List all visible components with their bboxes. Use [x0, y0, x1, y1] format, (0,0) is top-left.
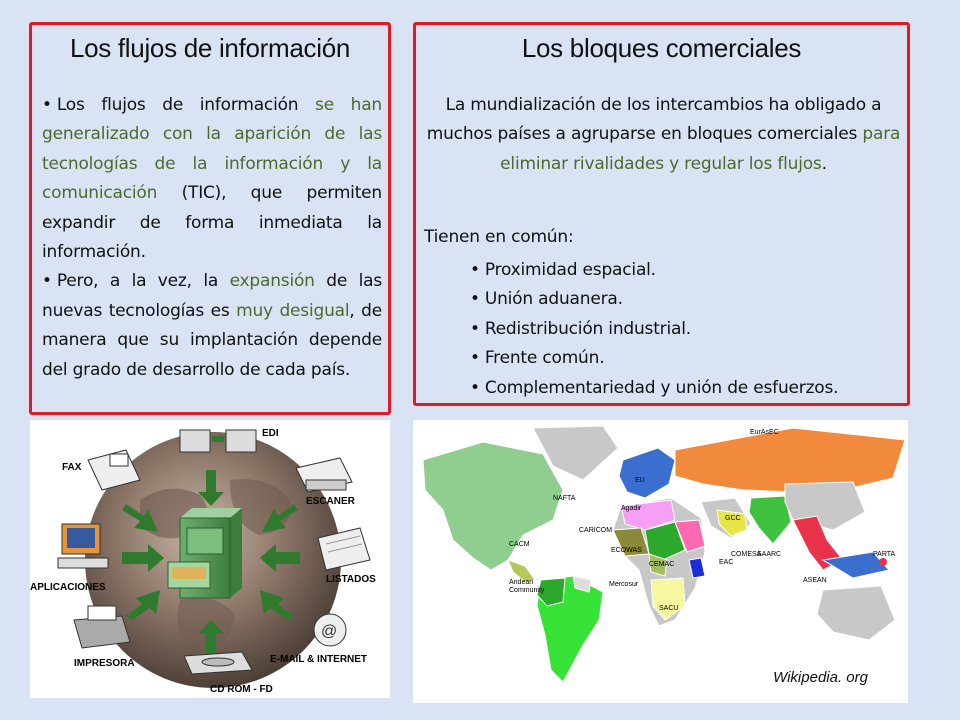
gcc-label: GCC [725, 515, 741, 522]
asean-label: ASEAN [803, 577, 827, 584]
trade-blocs-intro [426, 91, 901, 179]
eac-label: EAC [719, 559, 734, 566]
fax-label: FAX [62, 462, 82, 473]
andean-label: Andean Community [509, 579, 545, 594]
aplicaciones-label: APLICACIONES [30, 582, 106, 593]
eurasec-label: EurAsEC [750, 429, 779, 436]
cemac-label: CEMAC [649, 561, 675, 568]
cacm-label: CACM [509, 541, 530, 548]
bullet-1-a: Los flujos de información [56, 95, 316, 115]
eu-label: EU [635, 477, 645, 484]
info-flows-title: Los flujos de información [69, 33, 351, 63]
impresora-label: IMPRESORA [74, 658, 135, 669]
list-item: • Complementariedad y unión de esfuerzos. [470, 377, 839, 398]
svg-text:@: @ [321, 623, 338, 640]
bullet-2-b: expansión [229, 271, 315, 292]
sacu-label: SACU [659, 605, 679, 612]
trade-blocs-map [413, 420, 908, 703]
trade-blocs-title: Los bloques comerciales [521, 33, 802, 63]
email-icon [314, 614, 346, 646]
info-flows-body [42, 91, 382, 385]
cdrom-label: CD ROM - FD [210, 684, 273, 695]
list-item: • Unión aduanera. [470, 289, 623, 310]
parta-label: PARTA [873, 551, 896, 558]
info-flows-bullet-2: • Pero, a la vez, la expansión de las nuevas tecnologías es muy desigual, de manera que su implantación depende del grado de desarrollo de cada país. [42, 271, 383, 380]
list-item: • Frente común. [470, 348, 605, 369]
edi-label: EDI [262, 428, 279, 439]
nafta-label: NAFTA [553, 495, 576, 502]
bullet-2-d: muy desigual [236, 300, 350, 321]
info-flows-panel [29, 22, 391, 415]
cd-drive-icon [184, 652, 252, 674]
scanner-label: ESCANER [306, 496, 355, 507]
info-flows-illustration [30, 420, 390, 698]
common-title: Tienen en común: [424, 227, 574, 247]
info-flows-diagram [30, 420, 390, 698]
info-flows-bullet-1: • Los flujos de información se han generalizado con la aparición de las tecnologías de la información y la comunicación (TIC), que permiten expandir de forma inmediata la información. [42, 95, 382, 263]
intro-c: . [821, 153, 827, 174]
caricom-label: CARICOM [579, 527, 613, 534]
email-label: E-MAIL & INTERNET [270, 654, 368, 665]
computer-icon [58, 524, 108, 568]
intro-b: para eliminar rivalidades y regular los flujos [500, 124, 901, 174]
ecowas-label: ECOWAS [611, 547, 642, 554]
common-list [470, 256, 838, 403]
world-map [413, 420, 908, 703]
bullet-2-e: , de manera que su implantación depende del grado de desarrollo de cada país. [42, 300, 383, 380]
bullet-2-a: Pero, a la vez, la [56, 271, 230, 292]
intro-a: La mundialización de los intercambios ha obligado a muchos países a agruparse en bloques comerciales [426, 95, 882, 145]
trade-blocs-panel [413, 22, 910, 406]
agadir-label: Agadir [621, 505, 642, 512]
bullet-1-c: (TIC), que permiten expandir de forma inmediata la información. [42, 183, 382, 263]
bullet-2-c: de las nuevas tecnologías es [42, 271, 383, 321]
listados-label: LISTADOS [326, 574, 376, 585]
map-source: Wikipedia. org [773, 669, 868, 686]
mercosur-label: Mercosur [609, 581, 639, 588]
list-item: • Proximidad espacial. [470, 260, 656, 280]
list-item: • Redistribución industrial. [470, 318, 691, 339]
saarc-label: SAARC [757, 551, 782, 558]
comesa-label: COMESA [731, 551, 762, 558]
bullet-1-b: se han generalizado con la aparición de las tecnologías de la información y la comunicación [42, 95, 382, 204]
